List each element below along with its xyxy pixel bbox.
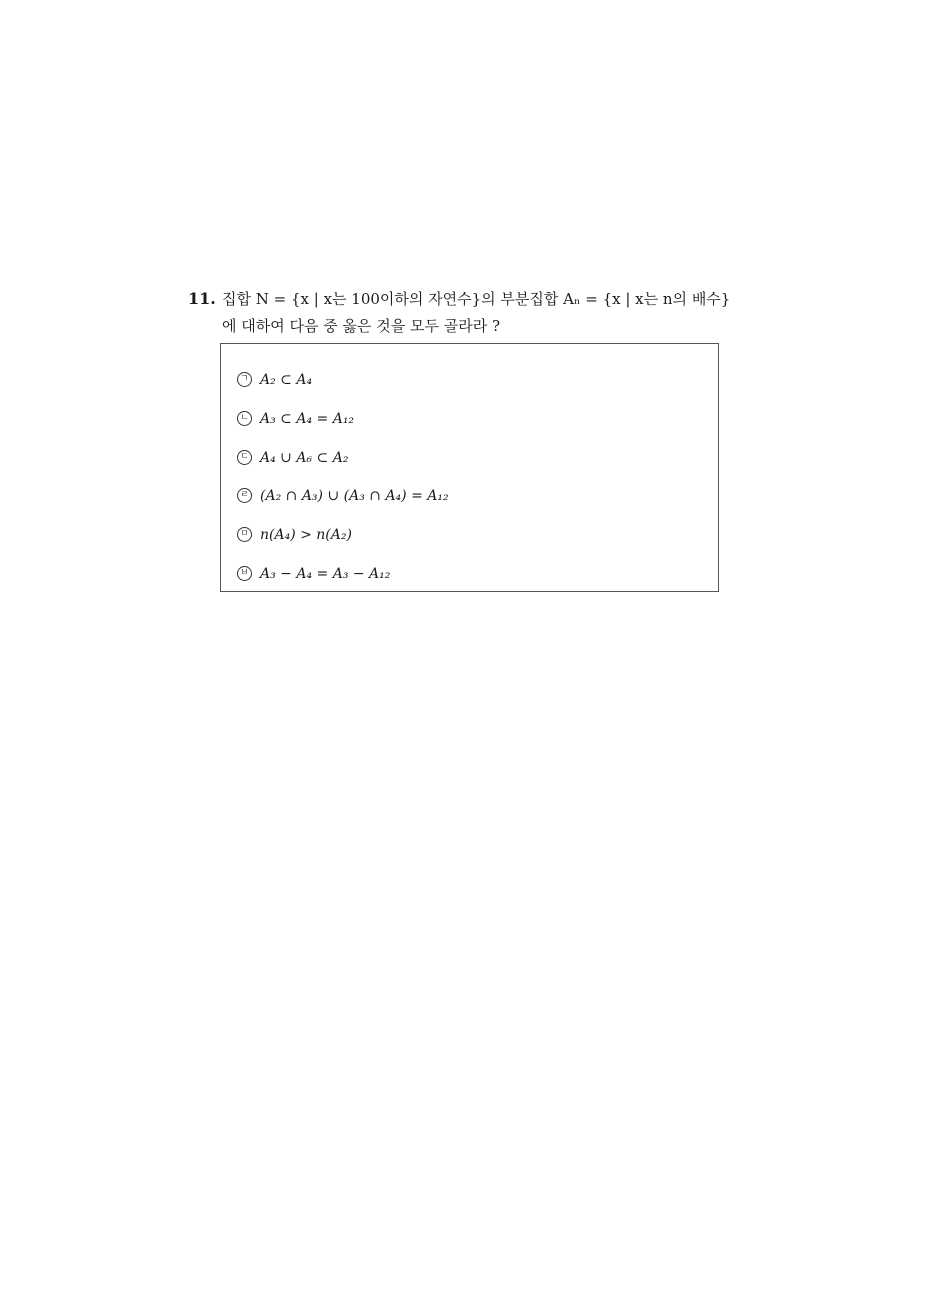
choice-item (237, 409, 354, 429)
choice-marker: ㄴ (237, 411, 252, 426)
choice-marker: ㄹ (237, 488, 252, 503)
question-line-2: 에 대하여 다음 중 옳은 것을 모두 골라라 ? (222, 317, 501, 335)
choice-item (237, 370, 312, 390)
choice-box (220, 343, 719, 592)
choice-expression: A₂ ⊂ A₄ (260, 372, 313, 388)
problem-block (188, 288, 768, 337)
choice-expression: A₃ ⊂ A₄ = A₁₂ (260, 411, 355, 427)
choice-marker: ㅂ (237, 566, 252, 581)
choice-marker: ㄱ (237, 372, 252, 387)
choice-item (237, 525, 352, 545)
choice-expression: A₃ − A₄ = A₃ − A₁₂ (260, 566, 391, 582)
choice-expression: A₄ ∪ A₆ ⊂ A₂ (260, 450, 349, 466)
choice-item (237, 448, 348, 468)
question-number: 11. (188, 289, 216, 308)
question-text-1: 집합 N = {x | x는 100이하의 자연수}의 부분집합 Aₙ = {x | x는 n의 배수} (222, 290, 731, 308)
choice-marker: ㅁ (237, 527, 252, 542)
choice-marker: ㄷ (237, 450, 252, 465)
choice-item (237, 486, 449, 506)
choice-item (237, 564, 390, 584)
choice-expression: n(A₄) > n(A₂) (260, 527, 352, 543)
question-line-1 (188, 288, 768, 310)
choice-expression: (A₂ ∩ A₃) ∪ (A₃ ∩ A₄) = A₁₂ (260, 488, 449, 504)
